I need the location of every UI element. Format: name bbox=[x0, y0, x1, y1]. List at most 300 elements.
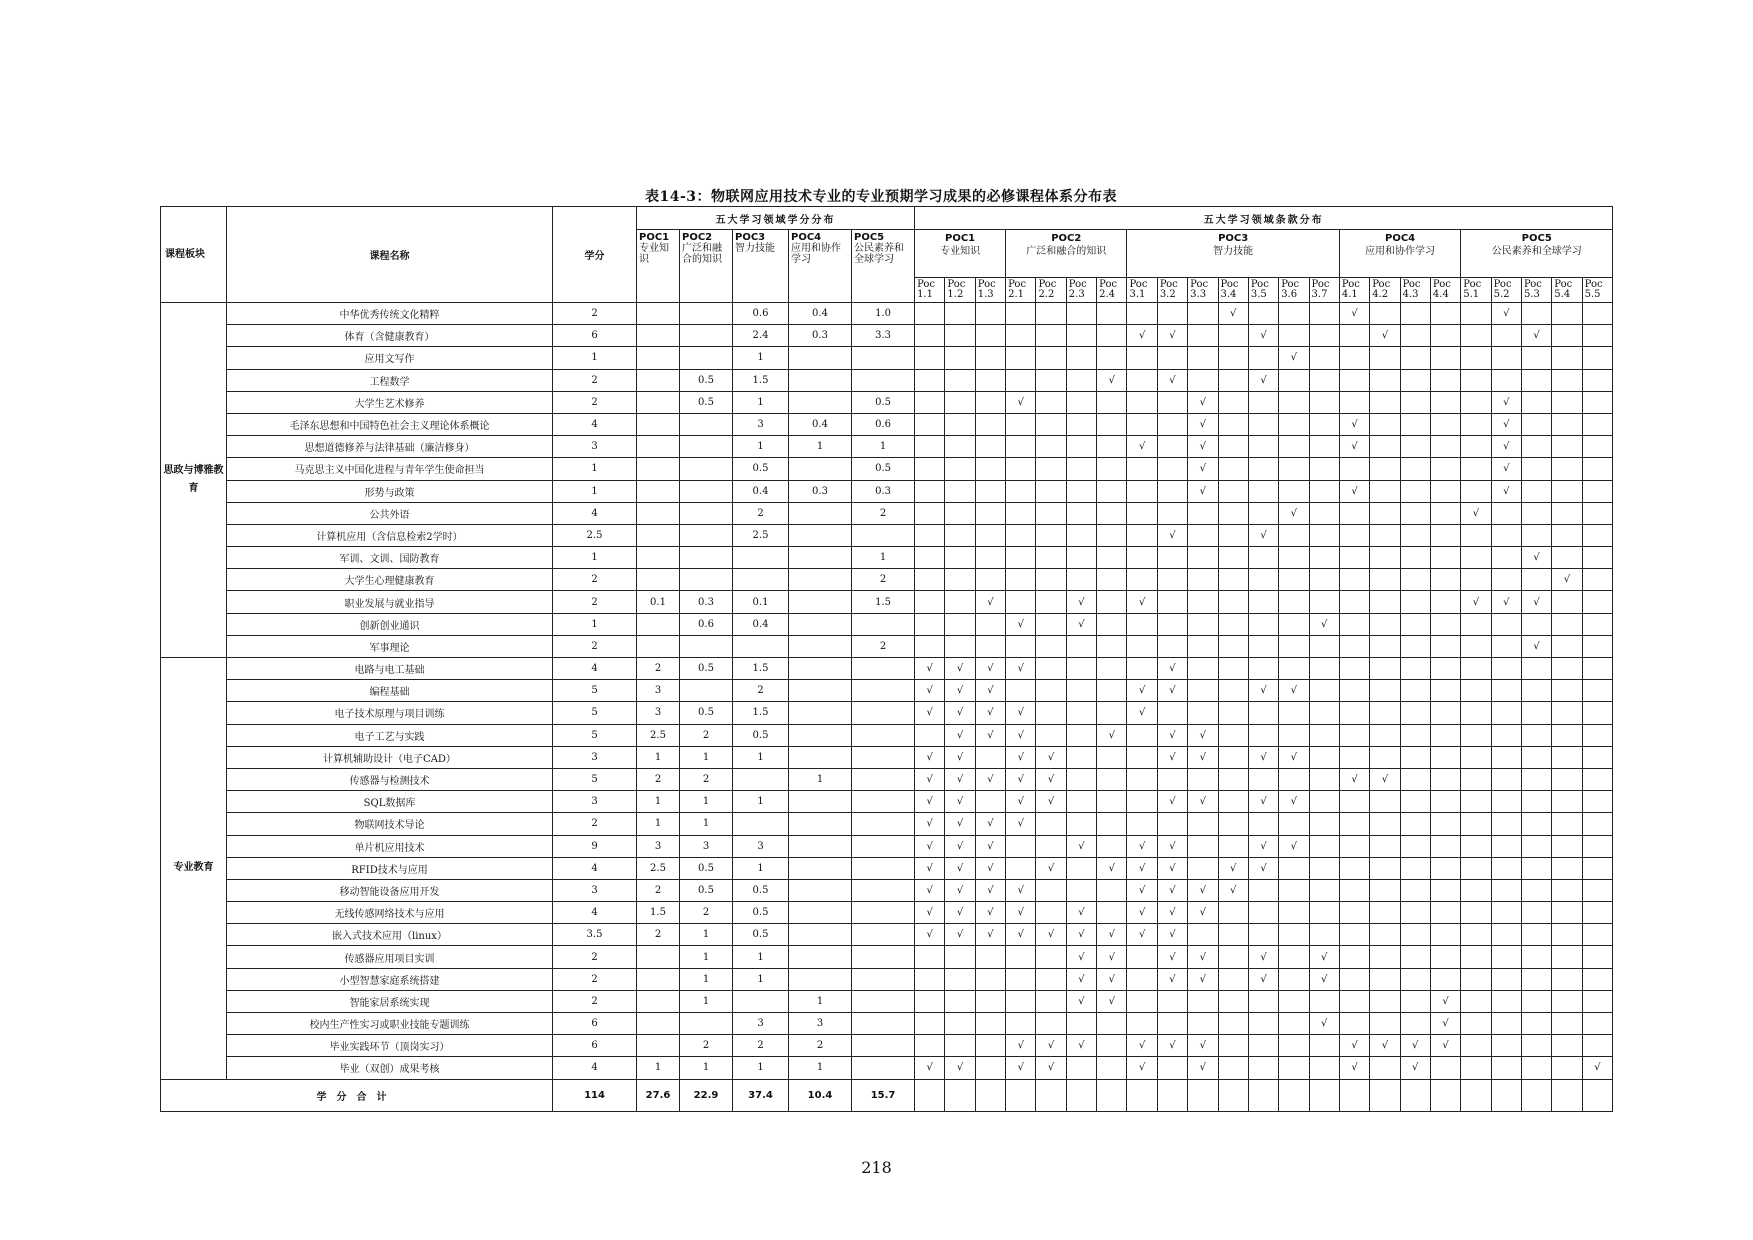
clause-cell bbox=[1430, 813, 1460, 835]
clause-cell bbox=[1157, 857, 1187, 879]
poc-credit-cell bbox=[789, 569, 852, 591]
course-credit: 2 bbox=[553, 303, 637, 325]
clause-cell bbox=[975, 680, 1005, 702]
clause-cell bbox=[975, 436, 1005, 458]
clause-cell bbox=[1127, 835, 1157, 857]
clause-cell bbox=[1006, 369, 1036, 391]
poc-credit-cell: 2 bbox=[637, 658, 680, 680]
clause-cell bbox=[1309, 547, 1339, 569]
sub-clause-code: Poc 3.6 bbox=[1279, 278, 1309, 303]
clause-cell bbox=[1097, 680, 1127, 702]
poc-credit-cell: 2 bbox=[789, 1035, 852, 1057]
clause-cell bbox=[1218, 746, 1248, 768]
clause-cell bbox=[915, 791, 945, 813]
clause-cell bbox=[1218, 413, 1248, 435]
check-mark: √ bbox=[1169, 374, 1176, 386]
clause-cell bbox=[945, 879, 975, 901]
clause-cell bbox=[1339, 857, 1369, 879]
clause-cell bbox=[1552, 480, 1582, 502]
check-mark: √ bbox=[1260, 862, 1267, 874]
poc-credit-cell bbox=[680, 1013, 733, 1035]
clause-cell bbox=[1309, 791, 1339, 813]
poc-credit-cell: 1.5 bbox=[733, 658, 789, 680]
poc-code: POC3 bbox=[735, 232, 766, 243]
clause-cell bbox=[1491, 813, 1521, 835]
check-mark: √ bbox=[987, 884, 994, 896]
clause-cell bbox=[1491, 902, 1521, 924]
clause-cell bbox=[1370, 436, 1400, 458]
clause-cell bbox=[1127, 347, 1157, 369]
clause-cell bbox=[945, 946, 975, 968]
check-mark: √ bbox=[1199, 1040, 1207, 1052]
curriculum-table bbox=[160, 206, 1613, 1112]
course-name: 毕业（双创）成果考核 bbox=[227, 1057, 553, 1079]
clause-cell bbox=[1339, 436, 1369, 458]
check-mark: √ bbox=[1503, 485, 1510, 497]
course-name: 计算机辅助设计（电子CAD） bbox=[227, 746, 553, 768]
clause-cell bbox=[1279, 879, 1309, 901]
clause-cell bbox=[915, 768, 945, 790]
check-mark: √ bbox=[1108, 951, 1115, 963]
clause-cell bbox=[975, 835, 1005, 857]
block-header: 课程板块 bbox=[161, 207, 227, 303]
poc-credit-cell bbox=[680, 569, 733, 591]
clause-cell bbox=[1218, 325, 1248, 347]
check-mark: √ bbox=[1503, 596, 1510, 608]
poc-credit-cell bbox=[680, 680, 733, 702]
clause-cell bbox=[1309, 325, 1339, 347]
table-row bbox=[161, 746, 1613, 768]
poc-credit-cell bbox=[789, 658, 852, 680]
clause-cell bbox=[975, 547, 1005, 569]
credit-distribution-header: 五大学习领域学分分布 bbox=[637, 207, 915, 230]
clause-cell bbox=[1430, 635, 1460, 657]
clause-cell bbox=[1461, 990, 1491, 1012]
check-mark: √ bbox=[956, 751, 964, 763]
sub-clause-code: Poc 1.3 bbox=[975, 278, 1005, 303]
poc-credit-cell bbox=[852, 924, 915, 946]
clause-cell bbox=[1006, 768, 1036, 790]
poc-code: POC3 bbox=[1218, 233, 1249, 244]
poc-text: 专业知识 bbox=[639, 243, 669, 265]
clause-cell bbox=[1218, 524, 1248, 546]
clause-cell bbox=[1188, 613, 1218, 635]
check-mark: √ bbox=[1078, 995, 1085, 1007]
clause-cell bbox=[1339, 746, 1369, 768]
poc-credit-cell bbox=[852, 369, 915, 391]
poc-credit-cell bbox=[637, 369, 680, 391]
clause-cell bbox=[945, 658, 975, 680]
poc-credit-cell bbox=[733, 768, 789, 790]
poc-credit-cell: 1 bbox=[733, 968, 789, 990]
poc-credit-cell bbox=[789, 968, 852, 990]
poc-credit-cell bbox=[789, 791, 852, 813]
clause-cell bbox=[1400, 768, 1430, 790]
poc-credit-cell: 1 bbox=[733, 347, 789, 369]
clause-cell bbox=[1400, 613, 1430, 635]
clause-cell bbox=[1461, 369, 1491, 391]
clause-cell bbox=[1157, 1035, 1187, 1057]
clause-cell bbox=[1279, 613, 1309, 635]
clause-cell bbox=[1127, 1013, 1157, 1035]
clause-cell bbox=[1097, 658, 1127, 680]
check-mark: √ bbox=[1138, 330, 1146, 342]
clause-cell bbox=[975, 458, 1005, 480]
clause-cell bbox=[1400, 569, 1430, 591]
clause-cell bbox=[1521, 946, 1551, 968]
poc-credit-cell: 2 bbox=[733, 680, 789, 702]
clause-cell bbox=[1552, 547, 1582, 569]
clause-cell bbox=[1248, 724, 1278, 746]
clause-cell bbox=[945, 325, 975, 347]
check-mark: √ bbox=[1078, 840, 1085, 852]
clause-cell bbox=[1188, 369, 1218, 391]
poc-credit-cell: 3 bbox=[733, 1013, 789, 1035]
clause-cell bbox=[1248, 413, 1278, 435]
table-row bbox=[161, 724, 1613, 746]
check-mark: √ bbox=[1533, 640, 1540, 652]
clause-cell bbox=[1491, 791, 1521, 813]
poc-credit-cell: 1 bbox=[789, 768, 852, 790]
total-clause-cell bbox=[1430, 1079, 1460, 1111]
clause-cell bbox=[1582, 436, 1613, 458]
clause-cell bbox=[945, 635, 975, 657]
poc-credit-cell bbox=[680, 458, 733, 480]
check-mark: √ bbox=[987, 818, 994, 830]
sub-clause-code: Poc 3.7 bbox=[1309, 278, 1339, 303]
clause-cell bbox=[1006, 391, 1036, 413]
clause-cell bbox=[1036, 1013, 1066, 1035]
clause-cell bbox=[1552, 325, 1582, 347]
check-mark: √ bbox=[1169, 973, 1176, 985]
poc-credit-cell bbox=[680, 413, 733, 435]
poc-credit-cell: 1 bbox=[680, 990, 733, 1012]
check-mark: √ bbox=[987, 685, 994, 697]
sub-clause-code: Poc 3.1 bbox=[1127, 278, 1157, 303]
course-name: RFID技术与应用 bbox=[227, 857, 553, 879]
clause-cell bbox=[1370, 303, 1400, 325]
total-clause-cell bbox=[1218, 1079, 1248, 1111]
sub-clause-code: Poc 4.1 bbox=[1339, 278, 1369, 303]
clause-cell bbox=[1006, 990, 1036, 1012]
total-clause-cell bbox=[1552, 1079, 1582, 1111]
check-mark: √ bbox=[1533, 330, 1540, 342]
clause-cell bbox=[1582, 746, 1613, 768]
clause-cell bbox=[1279, 635, 1309, 657]
clause-cell bbox=[1157, 924, 1187, 946]
poc-credit-cell: 3 bbox=[733, 835, 789, 857]
clause-cell bbox=[1339, 391, 1369, 413]
clause-cell bbox=[1339, 347, 1369, 369]
poc-credit-cell: 0.5 bbox=[680, 391, 733, 413]
clause-cell bbox=[1066, 746, 1096, 768]
clause-cell bbox=[975, 924, 1005, 946]
total-clause-cell bbox=[1248, 1079, 1278, 1111]
clause-cell bbox=[1400, 480, 1430, 502]
clause-cell bbox=[1552, 813, 1582, 835]
poc-credit-cell: 0.5 bbox=[733, 924, 789, 946]
clause-cell bbox=[1188, 635, 1218, 657]
poc-credit-cell bbox=[789, 835, 852, 857]
clause-cell bbox=[1521, 413, 1551, 435]
clause-cell bbox=[1491, 369, 1521, 391]
clause-cell bbox=[1218, 547, 1248, 569]
poc-credit-cell: 1 bbox=[789, 1057, 852, 1079]
clause-cell bbox=[1400, 680, 1430, 702]
check-mark: √ bbox=[1260, 951, 1267, 963]
course-name: 移动智能设备应用开发 bbox=[227, 879, 553, 901]
clause-cell bbox=[975, 635, 1005, 657]
clause-cell bbox=[915, 458, 945, 480]
clause-cell bbox=[1491, 990, 1521, 1012]
clause-cell bbox=[1188, 1013, 1218, 1035]
poc-credit-cell bbox=[852, 990, 915, 1012]
poc-clause-head bbox=[1461, 230, 1613, 278]
clause-cell bbox=[945, 480, 975, 502]
clause-cell bbox=[1309, 768, 1339, 790]
poc-credit-cell bbox=[733, 990, 789, 1012]
course-credit: 4 bbox=[553, 413, 637, 435]
clause-cell bbox=[1430, 1035, 1460, 1057]
check-mark: √ bbox=[1078, 907, 1085, 919]
total-clause-cell bbox=[1279, 1079, 1309, 1111]
check-mark: √ bbox=[956, 907, 964, 919]
sub-clause-code: Poc 5.3 bbox=[1521, 278, 1551, 303]
clause-cell bbox=[1127, 502, 1157, 524]
poc-credit-cell bbox=[789, 391, 852, 413]
clause-cell bbox=[1218, 391, 1248, 413]
sub-clause-code: Poc 5.1 bbox=[1461, 278, 1491, 303]
clause-cell bbox=[1036, 990, 1066, 1012]
course-credit: 4 bbox=[553, 857, 637, 879]
clause-cell bbox=[915, 879, 945, 901]
clause-cell bbox=[1188, 1057, 1218, 1079]
poc-credit-cell: 1.5 bbox=[637, 902, 680, 924]
check-mark: √ bbox=[926, 663, 933, 675]
check-mark: √ bbox=[1169, 796, 1176, 808]
check-mark: √ bbox=[1351, 1062, 1358, 1074]
clause-cell bbox=[1066, 591, 1096, 613]
clause-cell bbox=[1188, 857, 1218, 879]
course-credit: 3 bbox=[553, 746, 637, 768]
sub-clause-code: Poc 3.2 bbox=[1157, 278, 1187, 303]
clause-cell bbox=[1400, 968, 1430, 990]
poc-credit-cell bbox=[637, 480, 680, 502]
clause-cell bbox=[945, 547, 975, 569]
clause-cell bbox=[1339, 413, 1369, 435]
poc-credit-cell bbox=[637, 502, 680, 524]
clause-cell bbox=[1309, 990, 1339, 1012]
clause-cell bbox=[1036, 768, 1066, 790]
clause-cell bbox=[1339, 724, 1369, 746]
check-mark: √ bbox=[1047, 796, 1055, 808]
course-name: 中华优秀传统文化精粹 bbox=[227, 303, 553, 325]
course-name: 单片机应用技术 bbox=[227, 835, 553, 857]
clause-cell bbox=[1006, 303, 1036, 325]
clause-cell bbox=[1370, 391, 1400, 413]
clause-cell bbox=[1248, 857, 1278, 879]
clause-cell bbox=[945, 502, 975, 524]
poc-credit-cell bbox=[680, 547, 733, 569]
clause-cell bbox=[1339, 835, 1369, 857]
clause-cell bbox=[915, 502, 945, 524]
check-mark: √ bbox=[1503, 308, 1510, 320]
clause-cell bbox=[1036, 325, 1066, 347]
clause-cell bbox=[1339, 879, 1369, 901]
clause-cell bbox=[1097, 702, 1127, 724]
clause-cell bbox=[1491, 347, 1521, 369]
clause-cell bbox=[1248, 502, 1278, 524]
clause-cell bbox=[1430, 613, 1460, 635]
check-mark: √ bbox=[1260, 973, 1267, 985]
total-row bbox=[161, 1079, 1613, 1111]
table-row bbox=[161, 591, 1613, 613]
clause-cell bbox=[1248, 436, 1278, 458]
course-credit: 9 bbox=[553, 835, 637, 857]
clause-cell bbox=[1066, 902, 1096, 924]
clause-cell bbox=[1430, 724, 1460, 746]
clause-cell bbox=[1370, 791, 1400, 813]
course-credit: 3 bbox=[553, 879, 637, 901]
clause-cell bbox=[1370, 1013, 1400, 1035]
clause-cell bbox=[1218, 768, 1248, 790]
poc-credit-cell: 2 bbox=[852, 502, 915, 524]
check-mark: √ bbox=[1108, 729, 1115, 741]
check-mark: √ bbox=[1594, 1062, 1601, 1074]
clause-cell bbox=[1279, 835, 1309, 857]
check-mark: √ bbox=[1169, 884, 1176, 896]
clause-cell bbox=[1218, 369, 1248, 391]
clause-cell bbox=[1279, 369, 1309, 391]
clause-cell bbox=[1006, 413, 1036, 435]
clause-cell bbox=[1491, 391, 1521, 413]
poc-credit-cell bbox=[680, 347, 733, 369]
clause-cell bbox=[1097, 635, 1127, 657]
clause-cell bbox=[975, 1013, 1005, 1035]
clause-cell bbox=[1339, 635, 1369, 657]
poc-credit-cell bbox=[852, 968, 915, 990]
clause-cell bbox=[1582, 591, 1613, 613]
check-mark: √ bbox=[1078, 1040, 1085, 1052]
clause-cell bbox=[1552, 436, 1582, 458]
clause-cell bbox=[1430, 680, 1460, 702]
table-row bbox=[161, 347, 1613, 369]
clause-cell bbox=[1400, 325, 1430, 347]
clause-cell bbox=[1218, 591, 1248, 613]
clause-cell bbox=[1309, 569, 1339, 591]
clause-cell bbox=[1400, 946, 1430, 968]
total-poc-credit: 22.9 bbox=[680, 1079, 733, 1111]
clause-cell bbox=[1218, 835, 1248, 857]
clause-cell bbox=[1066, 968, 1096, 990]
clause-cell bbox=[945, 1057, 975, 1079]
clause-cell bbox=[1127, 724, 1157, 746]
clause-cell bbox=[1582, 924, 1613, 946]
clause-cell bbox=[975, 369, 1005, 391]
course-credit: 2 bbox=[553, 635, 637, 657]
clause-cell bbox=[1188, 502, 1218, 524]
clause-cell bbox=[1582, 391, 1613, 413]
poc-credit-cell bbox=[852, 746, 915, 768]
clause-cell bbox=[1066, 391, 1096, 413]
clause-cell bbox=[1188, 835, 1218, 857]
clause-cell bbox=[1461, 613, 1491, 635]
clause-cell bbox=[1036, 635, 1066, 657]
clause-cell bbox=[1006, 502, 1036, 524]
check-mark: √ bbox=[1078, 618, 1085, 630]
poc-credit-cell: 0.3 bbox=[680, 591, 733, 613]
clause-cell bbox=[1400, 1035, 1430, 1057]
check-mark: √ bbox=[1017, 774, 1024, 786]
clause-cell bbox=[1491, 924, 1521, 946]
poc-credit-cell: 1 bbox=[680, 968, 733, 990]
poc-credit-cell bbox=[852, 813, 915, 835]
clause-cell bbox=[1066, 1057, 1096, 1079]
poc-credit-cell: 0.6 bbox=[680, 613, 733, 635]
clause-cell bbox=[1036, 658, 1066, 680]
clause-cell bbox=[1582, 791, 1613, 813]
clause-cell bbox=[975, 768, 1005, 790]
clause-cell bbox=[1127, 635, 1157, 657]
poc-credit-cell bbox=[680, 502, 733, 524]
check-mark: √ bbox=[1563, 574, 1571, 586]
clause-cell bbox=[1036, 524, 1066, 546]
course-credit: 6 bbox=[553, 325, 637, 347]
clause-cell bbox=[1218, 946, 1248, 968]
clause-cell bbox=[945, 303, 975, 325]
clause-cell bbox=[1127, 702, 1157, 724]
poc-credit-cell: 0.3 bbox=[852, 480, 915, 502]
clause-cell bbox=[1036, 902, 1066, 924]
clause-cell bbox=[1552, 369, 1582, 391]
course-name: 毕业实践环节（顶岗实习） bbox=[227, 1035, 553, 1057]
clause-cell bbox=[1582, 879, 1613, 901]
clause-cell bbox=[1097, 458, 1127, 480]
clause-cell bbox=[975, 990, 1005, 1012]
clause-cell bbox=[1370, 1057, 1400, 1079]
clause-cell bbox=[1430, 768, 1460, 790]
course-name: 计算机应用（含信息检索2学时） bbox=[227, 524, 553, 546]
clause-cell bbox=[1491, 413, 1521, 435]
clause-cell bbox=[1521, 902, 1551, 924]
check-mark: √ bbox=[1260, 840, 1267, 852]
clause-cell bbox=[1006, 857, 1036, 879]
clause-cell bbox=[1491, 480, 1521, 502]
check-mark: √ bbox=[1047, 1062, 1055, 1074]
clause-cell bbox=[1157, 547, 1187, 569]
check-mark: √ bbox=[1351, 1040, 1358, 1052]
sub-clause-code: Poc 5.2 bbox=[1491, 278, 1521, 303]
clause-cell bbox=[1521, 990, 1551, 1012]
clause-cell bbox=[1279, 924, 1309, 946]
total-credit: 114 bbox=[553, 1079, 637, 1111]
check-mark: √ bbox=[1017, 1040, 1024, 1052]
clause-cell bbox=[1552, 502, 1582, 524]
check-mark: √ bbox=[1199, 419, 1207, 431]
clause-cell bbox=[1521, 391, 1551, 413]
clause-cell bbox=[1491, 613, 1521, 635]
sub-clause-code: Poc 2.2 bbox=[1036, 278, 1066, 303]
clause-cell bbox=[1582, 835, 1613, 857]
clause-cell bbox=[1582, 347, 1613, 369]
clause-cell bbox=[1339, 658, 1369, 680]
course-name: 体育（含健康教育） bbox=[227, 325, 553, 347]
clause-cell bbox=[1006, 835, 1036, 857]
poc-credit-cell: 1 bbox=[733, 436, 789, 458]
poc-credit-cell bbox=[637, 347, 680, 369]
clause-cell bbox=[1461, 879, 1491, 901]
clause-cell bbox=[1582, 990, 1613, 1012]
